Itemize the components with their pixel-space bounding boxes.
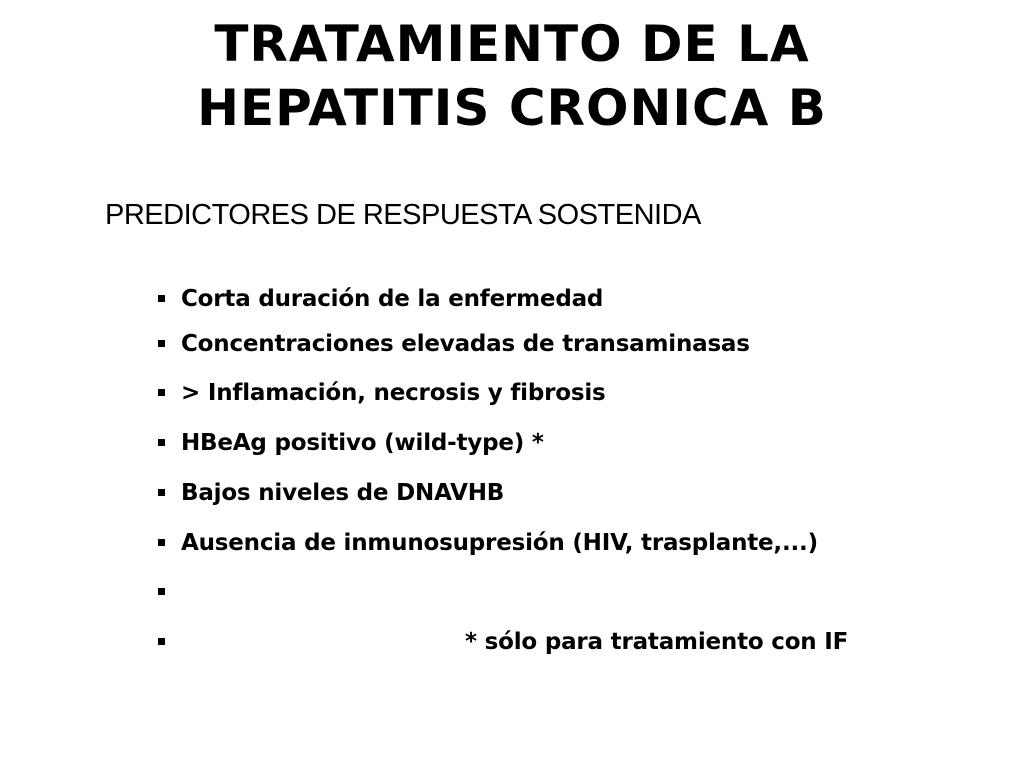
square-bullet-icon bbox=[158, 439, 165, 446]
title-line-1: TRATAMIENTO DE LA bbox=[214, 15, 810, 73]
slide-title bbox=[0, 12, 1024, 140]
square-bullet-icon bbox=[158, 588, 165, 595]
slide-subtitle: PREDICTORES DE RESPUESTA SOSTENIDA bbox=[105, 199, 701, 231]
bullet-text: HBeAg positivo (wild-type) * bbox=[181, 430, 544, 456]
square-bullet-icon bbox=[158, 539, 165, 546]
square-bullet-icon bbox=[158, 389, 165, 396]
title-line-2: HEPATITIS CRONICA B bbox=[197, 79, 827, 137]
square-bullet-icon bbox=[158, 489, 165, 496]
square-bullet-icon bbox=[158, 340, 165, 347]
bullet-text: Concentraciones elevadas de transaminasas bbox=[181, 331, 750, 357]
square-bullet-icon bbox=[158, 638, 165, 645]
bullet-text: Bajos niveles de DNAVHB bbox=[181, 480, 505, 506]
bullet-text: Ausencia de inmunosupresión (HIV, trasplante,...) bbox=[181, 530, 818, 556]
footnote-text: * sólo para tratamiento con IF bbox=[465, 629, 849, 655]
square-bullet-icon bbox=[158, 295, 165, 302]
bullet-text: Corta duración de la enfermedad bbox=[181, 286, 604, 312]
bullet-text: > Inflamación, necrosis y fibrosis bbox=[181, 380, 606, 406]
